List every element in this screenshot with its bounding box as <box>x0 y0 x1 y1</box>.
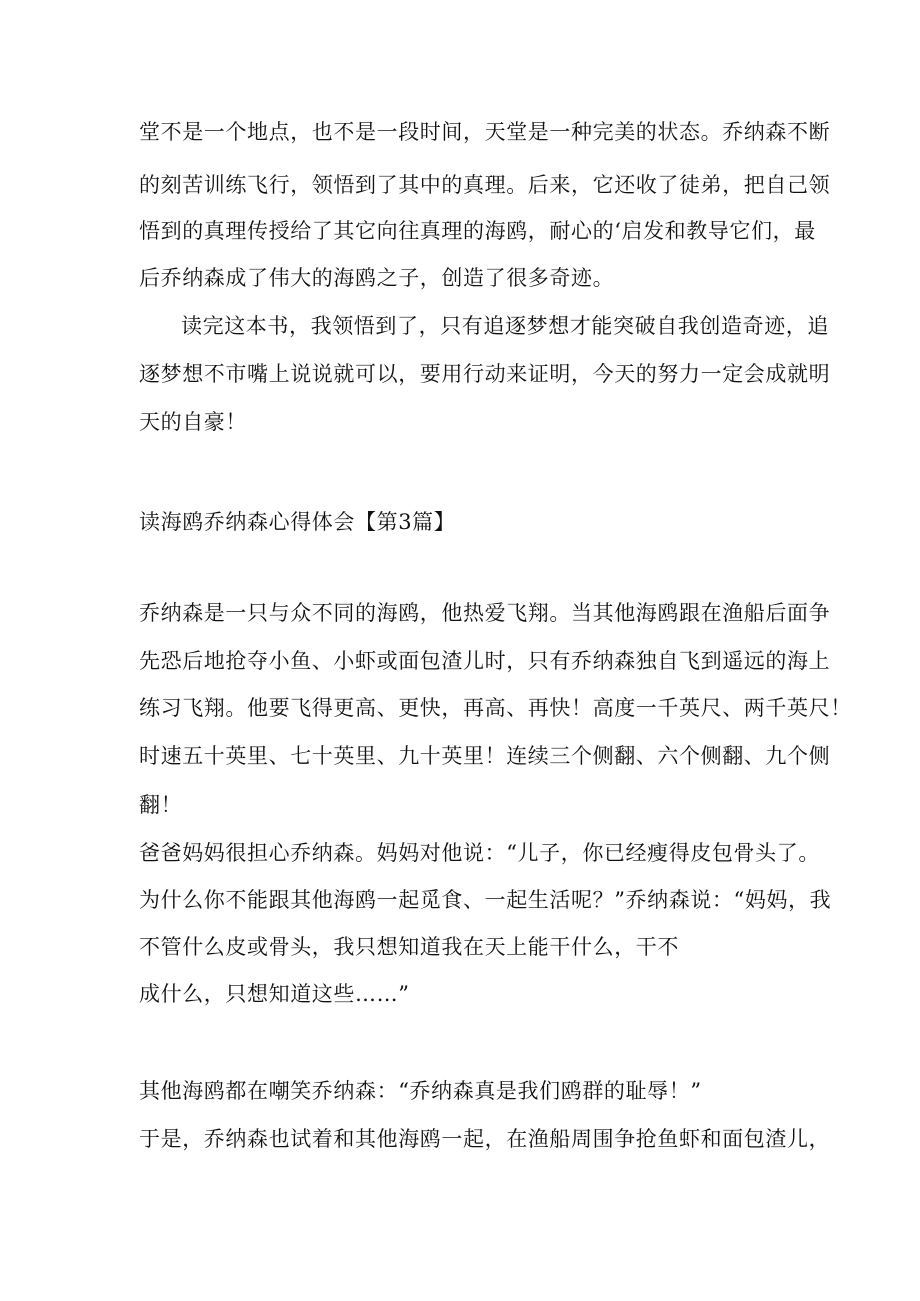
paragraph-line: 堂不是一个地点，也不是一段时间，天堂是一种完美的状态。乔纳森不断 <box>139 120 831 144</box>
paragraph-line: 悟到的真理传授给了其它向往真理的海鸥，耐心的‘启发和教导它们，最 <box>139 219 816 243</box>
paragraph-line: 天的自豪！ <box>139 410 247 434</box>
section-heading: 读海鸥乔纳森心得体会【第3篇】 <box>139 510 456 534</box>
paragraph-line: 成什么，只想知道这些……” <box>139 982 410 1006</box>
paragraph-line: 后乔纳森成了伟大的海鸥之子，创造了很多奇迹。 <box>139 266 615 290</box>
paragraph-line: 的刻苦训练飞行，领悟到了其中的真理。后来，它还收了徒弟，把自己领 <box>139 173 831 197</box>
paragraph-line: 时速五十英里、七十英里、九十英里！连续三个侧翻、六个侧翻、九个侧 <box>139 744 831 768</box>
paragraph-line: 读完这本书，我领悟到了，只有追逐梦想才能突破自我创造奇迹，追 <box>181 314 829 338</box>
paragraph-line: 其他海鸥都在嘲笑乔纳森：“乔纳森真是我们鸥群的耻辱！” <box>139 1079 702 1103</box>
paragraph-line: 先恐后地抢夺小鱼、小虾或面包渣儿时，只有乔纳森独自飞到遥远的海上 <box>139 649 831 673</box>
paragraph-line: 于是，乔纳森也试着和其他海鸥一起，在渔船周围争抢鱼虾和面包渣儿， <box>139 1127 831 1151</box>
paragraph-line: 乔纳森是一只与众不同的海鸥，他热爱飞翔。当其他海鸥跟在渔船后面争 <box>139 601 831 625</box>
paragraph-line: 翻！ <box>139 793 183 817</box>
paragraph-line: 练习飞翔。他要飞得更高、更快，再高、再快！高度一千英尺、两千英尺！ <box>139 696 852 720</box>
paragraph-line: 爸爸妈妈很担心乔纳森。妈妈对他说：“儿子，你已经瘦得皮包骨头了。 <box>139 841 820 865</box>
paragraph-line: 逐梦想不市嘴上说说就可以，要用行动来证明，今天的努力一定会成就明 <box>139 362 831 386</box>
paragraph-line: 为什么你不能跟其他海鸥一起觅食、一起生活呢？”乔纳森说：“妈妈，我 <box>139 888 832 912</box>
paragraph-line: 不管什么皮或骨头，我只想知道我在天上能干什么，干不 <box>139 935 679 959</box>
